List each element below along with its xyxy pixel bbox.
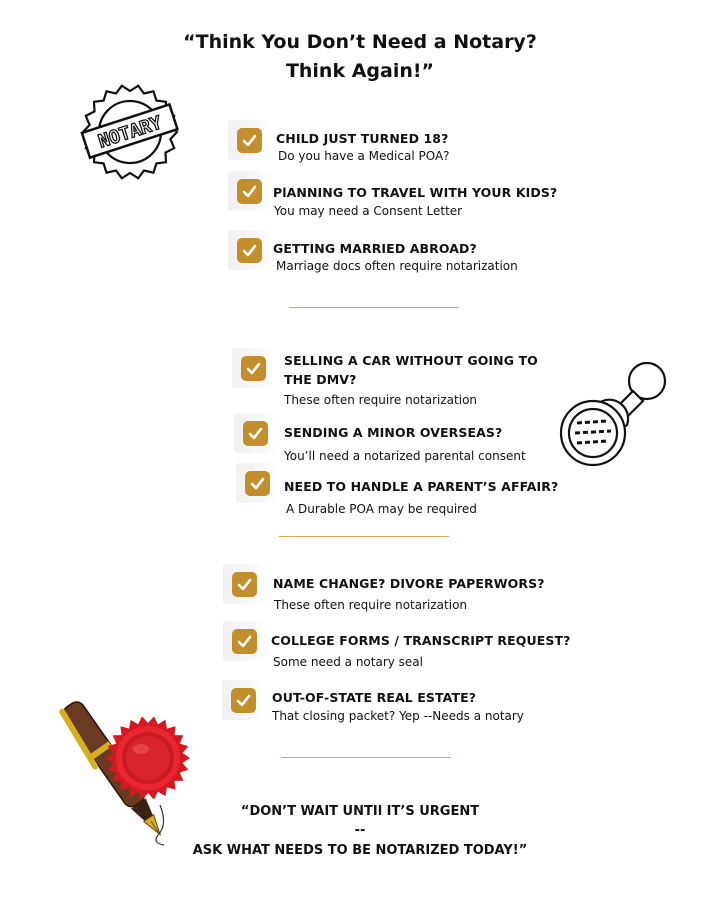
section-divider	[289, 307, 459, 308]
title-line-2: Think Again!”	[285, 60, 435, 82]
item-heading: PlANNING TO TRAVEL WITH YOUR KIDS?	[273, 185, 558, 200]
item-subtext: These often require notarization	[274, 598, 468, 612]
item-heading-continued: THE DMV?	[284, 372, 357, 387]
check-icon	[236, 463, 280, 503]
item-heading: NAME CHANGE? DIVORE PAPERWORS?	[273, 576, 545, 591]
page-title	[0, 28, 720, 86]
check-icon	[222, 680, 266, 720]
item-subtext: Do you have a Medical POA?	[278, 149, 450, 163]
item-subtext: Some need a notary seal	[273, 655, 423, 669]
check-icon	[234, 413, 278, 453]
check-icon	[228, 120, 272, 160]
section-divider	[279, 536, 449, 537]
item-subtext: That closing packet? Yep --Needs a notary	[272, 709, 524, 723]
item-heading: NEED TO HANDLE A PARENT’S AFFAIR?	[284, 479, 559, 494]
item-subtext: These often require notarization	[284, 393, 478, 407]
item-heading: SENDING A MINOR OVERSEAS?	[284, 425, 503, 440]
notary-stamp-icon	[78, 80, 182, 184]
footer-line-2: --	[354, 823, 366, 838]
item-heading: COLLEGE FORMS / TRANSCRIPT REQUEST?	[271, 633, 571, 648]
check-icon	[228, 230, 272, 270]
item-heading: CHILD JUST TURNED 18?	[276, 131, 449, 146]
rubber-stamp-icon	[555, 355, 670, 470]
section-divider	[281, 757, 451, 758]
title-line-1: “Think You Don’t Need a Notary?	[183, 31, 537, 53]
wax-seal-icon	[105, 715, 191, 801]
item-subtext: A Durable POA may be required	[286, 502, 477, 516]
item-subtext: Marriage docs often require notarization	[276, 259, 518, 273]
item-heading: OUT-OF-STATE REAL ESTATE?	[272, 690, 477, 705]
item-subtext: You may need a Consent Letter	[274, 204, 463, 218]
check-icon	[223, 621, 267, 661]
footer-line-1: “DON’T WAIT UNTIl IT’S URGENT	[240, 804, 480, 819]
item-heading: GETTING MARRIED ABROAD?	[273, 241, 477, 256]
check-icon	[223, 564, 267, 604]
notary-stamp-label: NOTARY	[95, 112, 165, 153]
item-subtext: You’ll need a notarized parental consent	[284, 449, 526, 463]
item-heading: SELLING A CAR WITHOUT GOING TO	[284, 353, 538, 368]
check-icon	[232, 348, 276, 388]
footer-line-3: ASK WHAT NEEDS TO BE NOTARIZED TODAY!”	[192, 843, 528, 858]
check-icon	[228, 171, 272, 211]
